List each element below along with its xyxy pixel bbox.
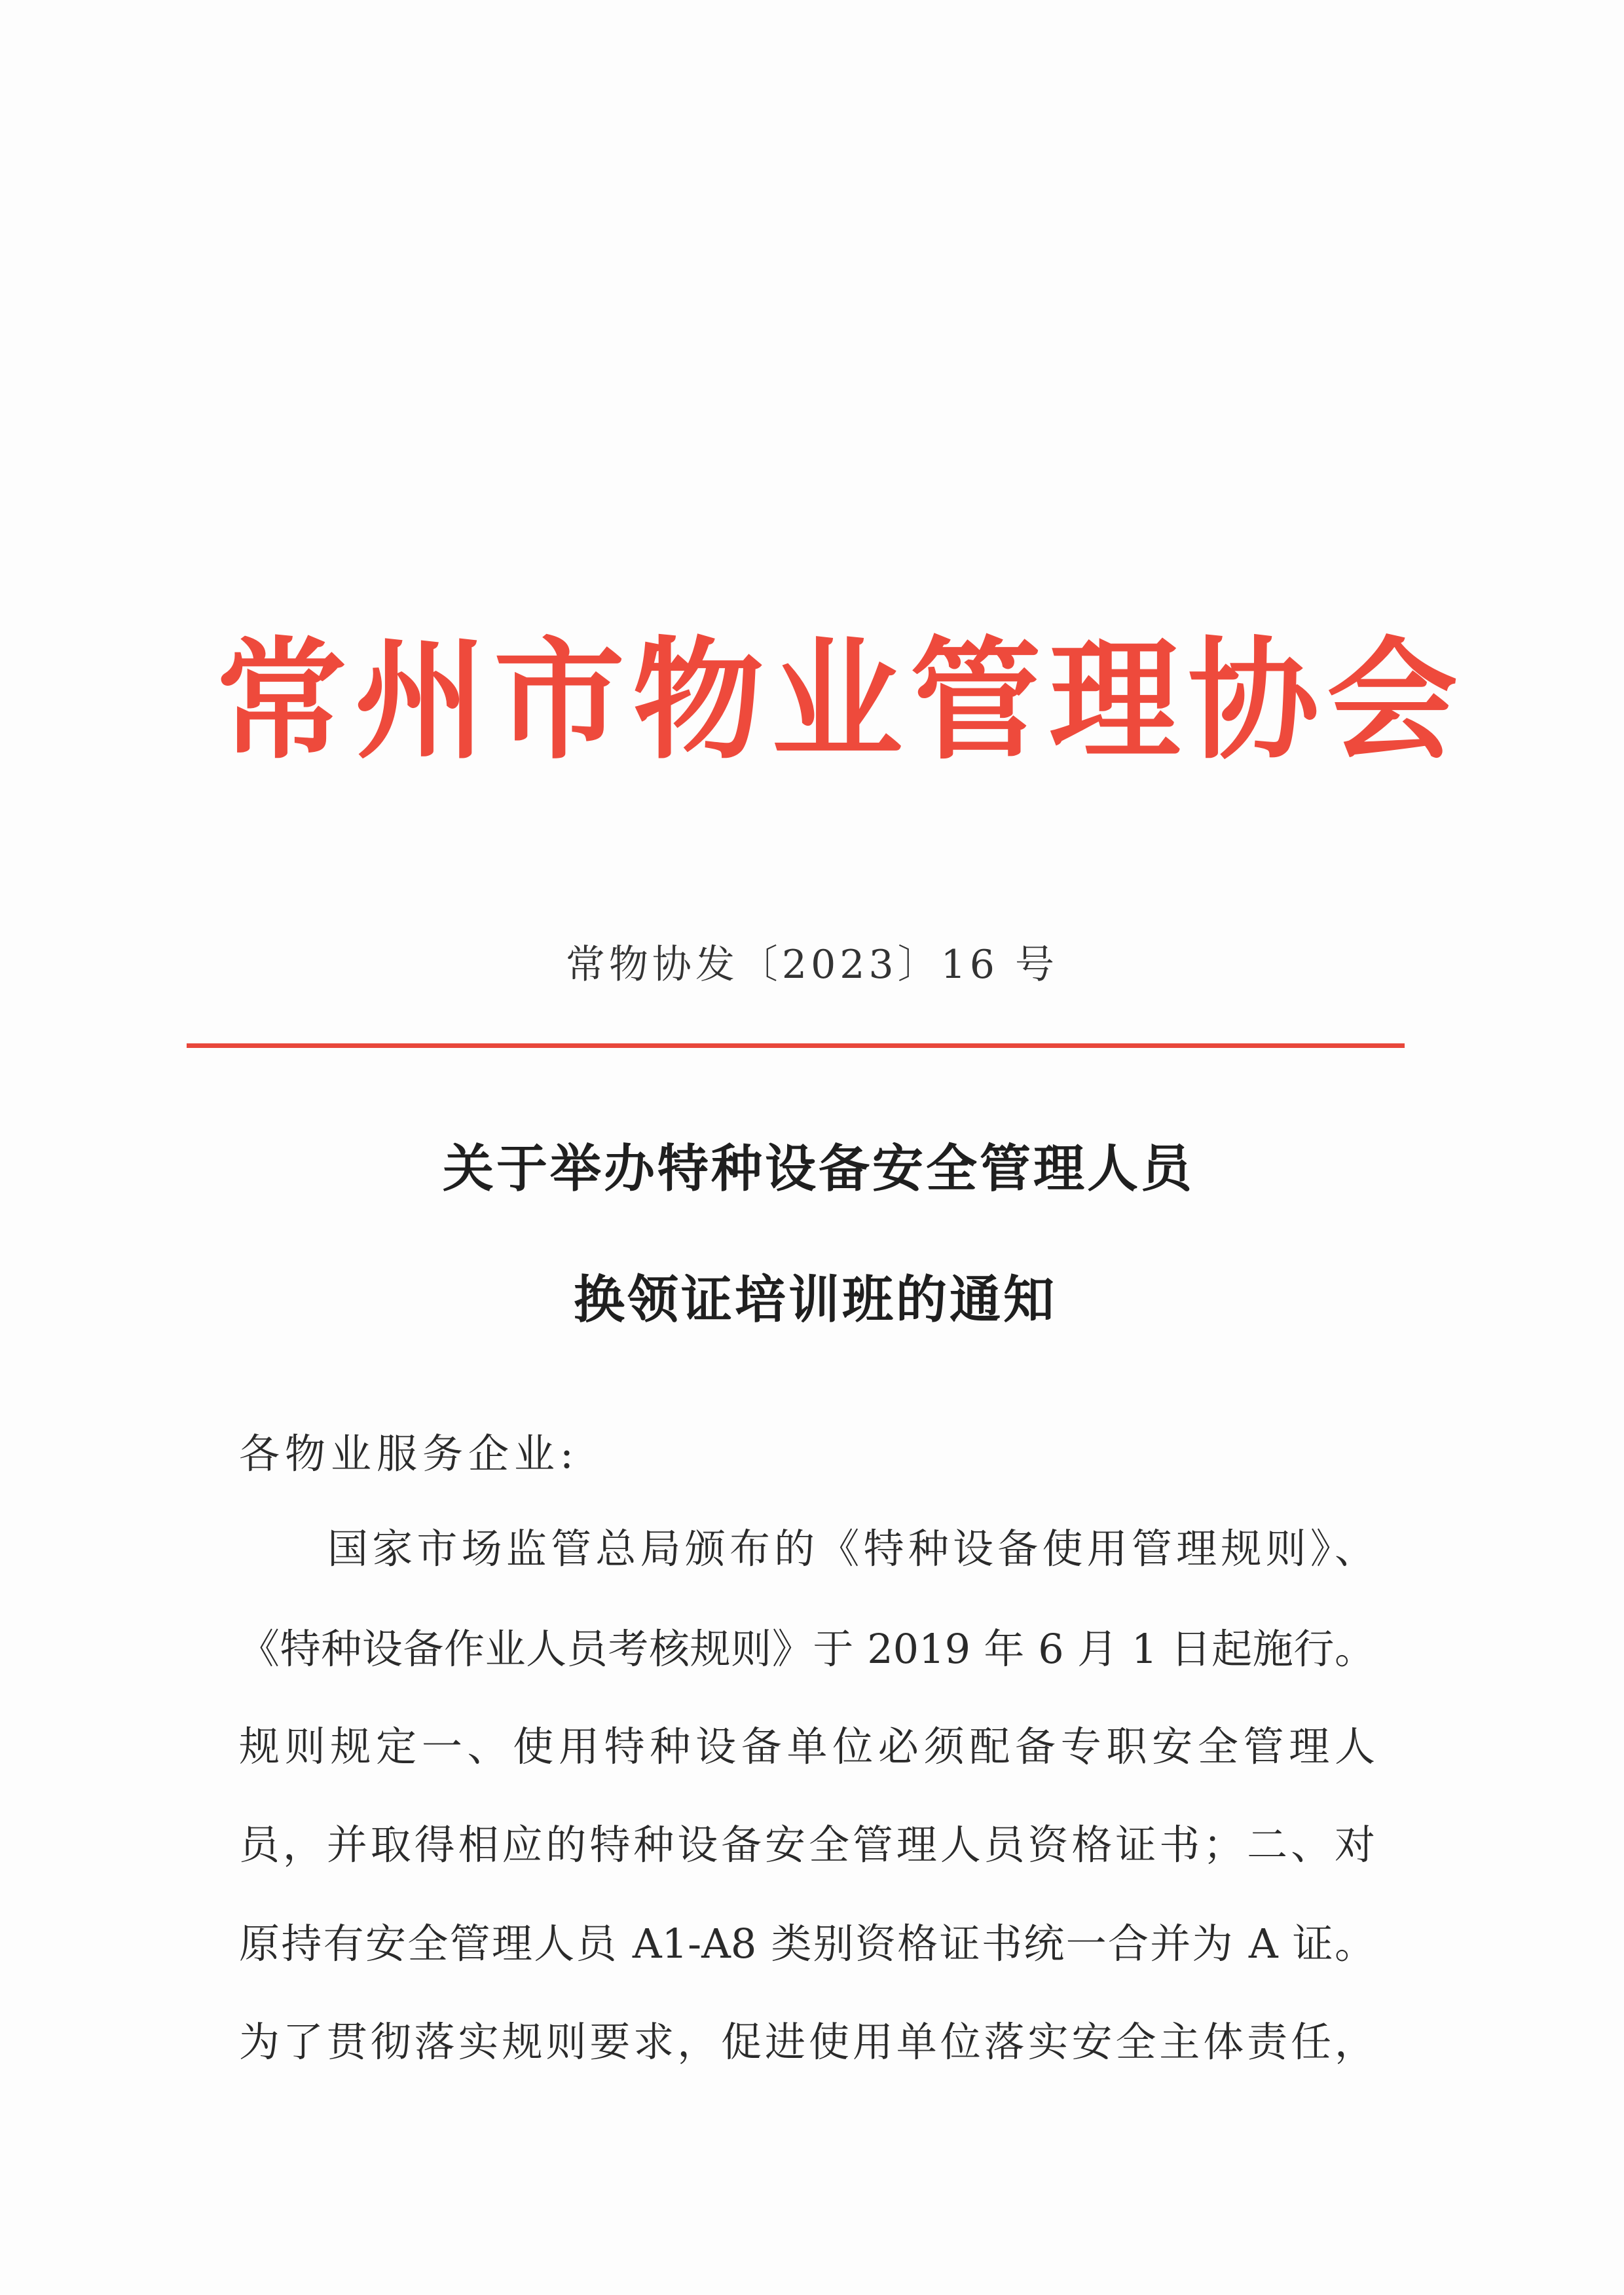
body-paragraph-line: 员，并取得相应的特种设备安全管理人员资格证书；二、对 [239,1821,1375,1869]
body-paragraph-line: 规则规定一、使用特种设备单位必须配备专职安全管理人 [239,1723,1375,1770]
salutation: 各物业服务企业: [239,1430,579,1478]
body-paragraph-line: 原持有安全管理人员 A1-A8 类别资格证书统一合并为 A 证。 [239,1920,1375,1968]
document-title-line-2: 换领证培训班的通知 [573,1271,1057,1330]
organization-header: 常州市物业管理协会 [216,624,1466,777]
red-divider [187,1043,1405,1048]
body-paragraph-line: 国家市场监管总局颁布的《特种设备使用管理规则》、 [327,1525,1375,1573]
body-paragraph-line: 为了贯彻落实规则要求，促进使用单位落实安全主体责任， [239,2018,1375,2066]
body-paragraph-line: 《特种设备作业人员考核规则》于 2019 年 6 月 1 日起施行。 [239,1625,1375,1673]
document-number: 常物协发〔2023〕16 号 [565,942,1059,988]
document-title-line-1: 关于举办特种设备安全管理人员 [442,1140,1194,1199]
